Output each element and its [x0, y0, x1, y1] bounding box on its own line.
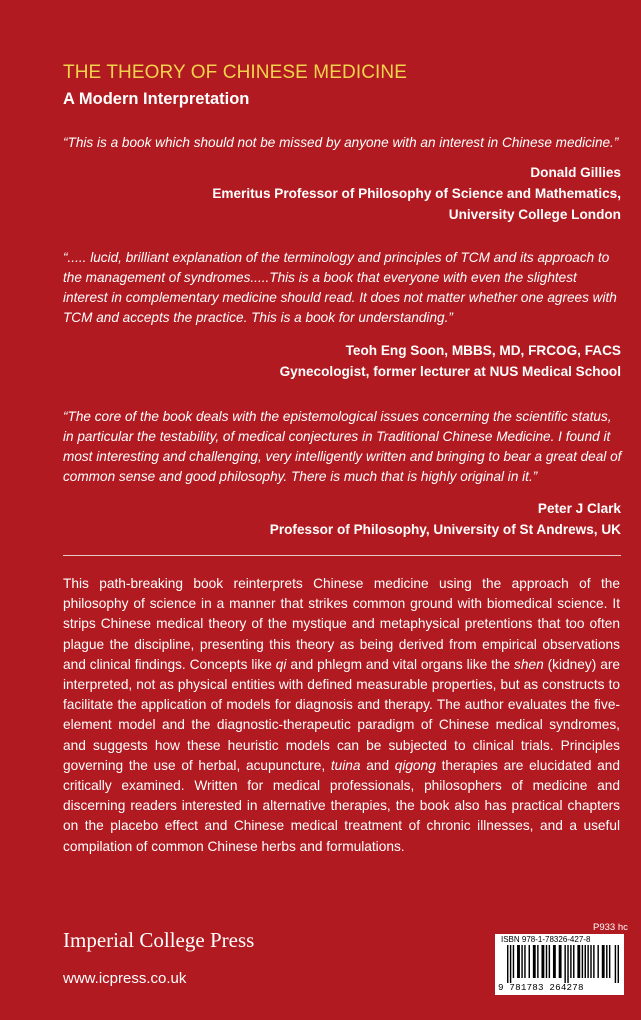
barcode-bar: [507, 945, 508, 983]
description-text: therapies are elucidated and critically examined. Written for medical professionals, philosophers of medicine and discerning readers interested in alternative therapies, the book also has practical chapters on the placebo effect and Chinese medical treatment of chronic illnesses, and a useful compilation of common Chinese herbs and formulations.: [63, 757, 621, 854]
publisher-name: Imperial College Press: [63, 928, 255, 952]
barcode-bar: [541, 945, 544, 978]
description-text: and phlegm and vital organs like the: [286, 656, 515, 672]
barcode-bar: [537, 945, 538, 978]
barcode-bar: [587, 945, 588, 978]
section-divider: [63, 555, 621, 556]
endorser-affiliation: Gynecologist, former lecturer at NUS Medical School: [279, 364, 621, 379]
barcode-bar: [582, 945, 583, 978]
barcode-bar: [521, 945, 522, 978]
book-subtitle: A Modern Interpretation: [63, 90, 250, 108]
endorsement-quote: “The core of the book deals with the epistemological issues concerning the scientific status, in particular the testability, of medical conjectures in Traditional Chinese Medicine. I found it most interesting and challenging, very intelligently written and bringing to bear a great deal of common sense and good philosophy. There is much that is highly original in it.”: [63, 409, 622, 484]
endorsement-quote: “..... lucid, brilliant explanation of the terminology and principles of TCM and its approach to the management of syndromes.....This is a book that everyone with even the slightest interest in complementary medicine should read. It does not matter whether one agrees with TCM and accepts the practice. This is a book for understanding.”: [63, 250, 617, 325]
price-code: P933 hc: [593, 922, 628, 933]
barcode-bar: [570, 945, 571, 978]
barcode-bar: [590, 945, 591, 978]
endorser-name: Peter J Clark: [537, 501, 621, 516]
term-qigong: qigong: [394, 757, 436, 773]
endorsement-attribution: [280, 340, 621, 382]
barcode-bar: [606, 945, 607, 978]
book-description: [63, 574, 620, 857]
term-qi: qi: [275, 656, 287, 672]
term-tuina: tuina: [330, 757, 361, 773]
barcode-digits: 9 781783 264278: [498, 982, 584, 993]
barcode-bar: [529, 945, 530, 978]
endorser-affiliation: Emeritus Professor of Philosophy of Science and Mathematics,: [212, 186, 621, 201]
description-text: and: [360, 757, 395, 773]
barcode-bar: [585, 945, 586, 978]
isbn-barcode: [495, 934, 624, 995]
endorsement-attribution: [270, 498, 621, 540]
barcode-bar: [573, 945, 574, 978]
barcode-bar: [513, 945, 514, 978]
barcode-bar: [546, 945, 547, 978]
barcode-bar: [524, 945, 525, 978]
barcode-bar: [564, 945, 565, 983]
endorser-affiliation: Professor of Philosophy, University of St Andrews, UK: [269, 522, 621, 537]
endorser-name: Donald Gillies: [530, 165, 621, 180]
term-shen: shen: [514, 656, 544, 672]
barcode-bar: [567, 945, 568, 983]
isbn-label: ISBN 978-1-78326-427-8: [501, 935, 591, 944]
endorser-name: Teoh Eng Soon, MBBS, MD, FRCOG, FACS: [345, 343, 621, 358]
barcode-bar: [602, 945, 605, 978]
barcode-bar: [549, 945, 550, 978]
endorser-affiliation: University College London: [448, 207, 621, 222]
endorsement-attribution: [212, 162, 621, 225]
barcode-bars: [507, 945, 619, 983]
description-text: (kidney) are interpreted, not as physical entities with defined measurable properties, but as constructs to facilitate the application of models for diagnosis and therapy. The author evaluates the five-element model and the diagnostic-therapeutic paradigm of Chinese medical syndromes, and suggests how these heuristic models can be subjected to clinical trials. Principles governing the use of herbal, acupuncture,: [63, 656, 620, 773]
barcode-bar: [618, 945, 619, 983]
description-text: This path-breaking book reinterprets Chinese medicine using the approach of the philosophy of science in a manner that strikes common ground with biomedical science. It strips Chinese medical theory of the mystique and metaphysical pretentions that too often plague the discipline, presenting this theory as being derived from empirical observations and clinical findings. Concepts like: [63, 576, 620, 672]
barcode-bar: [597, 945, 598, 978]
barcode-bar: [517, 945, 520, 978]
barcode-bar: [559, 945, 562, 978]
publisher-website: www.icpress.co.uk: [63, 970, 187, 987]
barcode-bar: [609, 945, 610, 978]
barcode-bar: [577, 945, 580, 978]
barcode-bar: [615, 945, 616, 983]
book-title: THE THEORY OF CHINESE MEDICINE: [63, 62, 407, 83]
barcode-bar: [593, 945, 594, 978]
endorsement-quote: “This is a book which should not be missed by anyone with an interest in Chinese medicine.”: [63, 135, 619, 150]
barcode-bar: [510, 945, 511, 983]
barcode-bar: [533, 945, 536, 978]
barcode-bar: [553, 945, 556, 978]
